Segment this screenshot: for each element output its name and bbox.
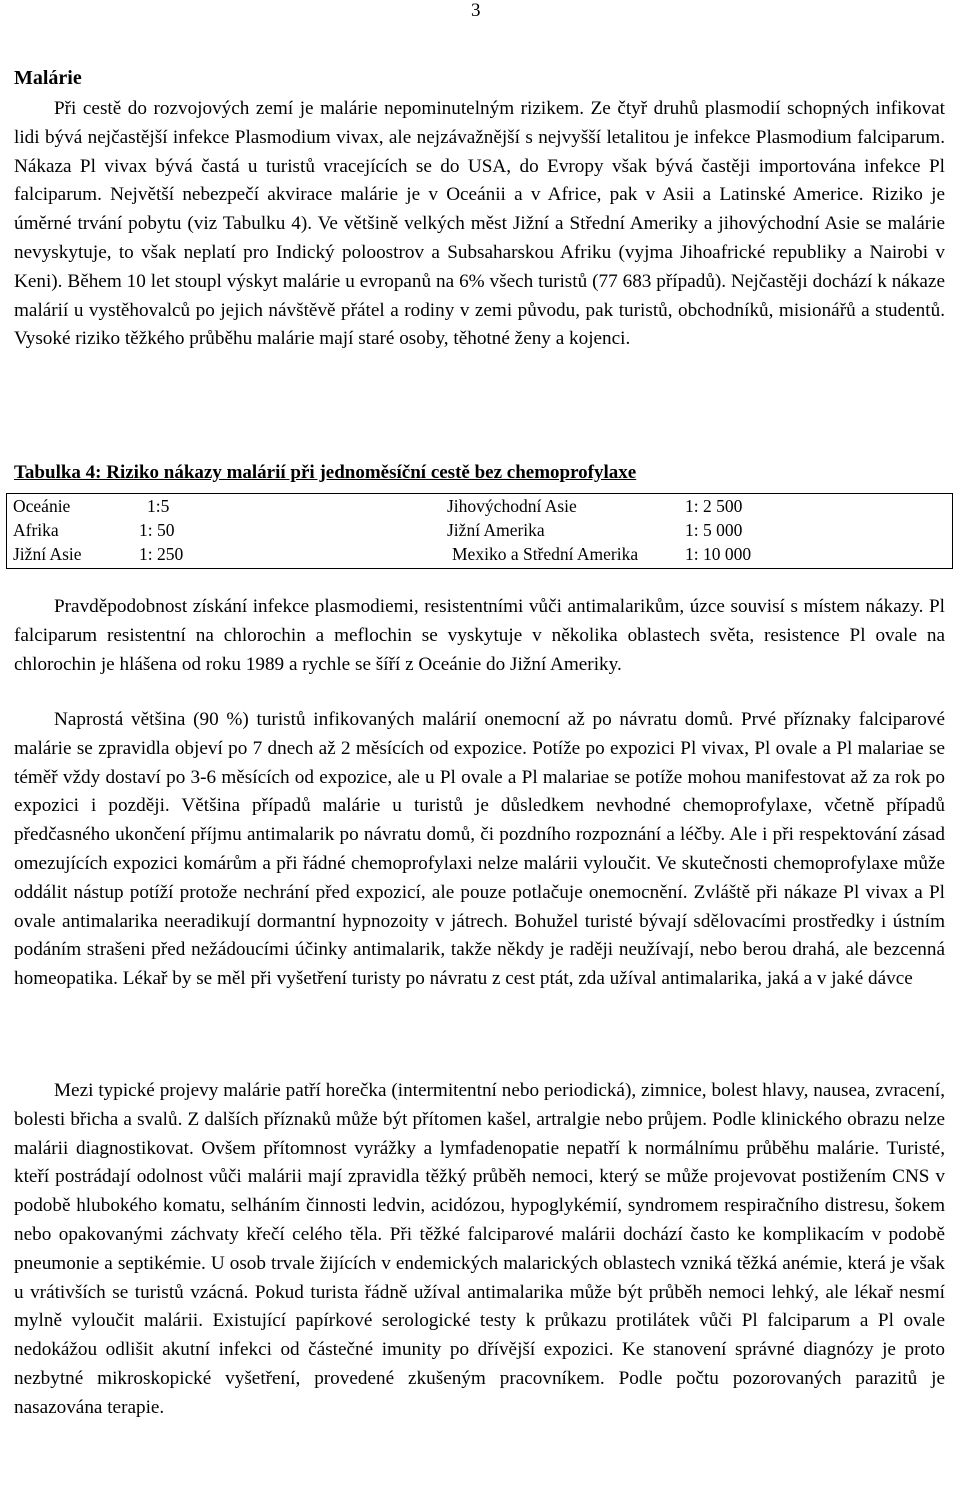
table-cell-risk: 1: 10 000	[685, 544, 752, 564]
section-heading: Malárie	[14, 67, 82, 89]
resistance-paragraph	[14, 593, 945, 679]
table-cell-risk: 1: 50	[139, 520, 175, 540]
table-title: Tabulka 4: Riziko nákazy malárií při jednoměsíční cestě bez chemoprofylaxe	[14, 462, 637, 483]
onset-paragraph-text: Naprostá většina (90 %) turistů infikovaných malárií onemocní až po návratu domů. Prvé příznaky falciparové malárie se zpravidla objeví po 7 dnech až 2 měsících od expozice. Potíže po expozici Pl vivax, Pl ovale a Pl malariae se téměř vždy dostaví po 3-6 měsících od expozice, ale u Pl ovale a Pl malariae se potíže mohou manifestovat až za rok po expozici i později. Většina případů malárie u turistů je důsledkem nevhodné chemoprofylaxe, včetně případů předčasného ukončení příjmu antimalarik po návratu domů, či pozdního rozpoznání a léčby. Ale i při respektování zásad omezujících expozici komárům a při řádné chemoprofylaxi nelze malárii vyloučit. Ve skutečnosti chemoprofylaxe může oddálit nástup potíží protože nechrání před expozicí, ale pouze potlačuje onemocnění. Zvláště při nákaze Pl vivax a Pl ovale antimalarika neeradikují dormantní hypnozoity v játrech. Bohužel turisté bývají sdělovacími prostředky i ústním podáním strašeni před nežádoucími účinky antimalarik, takže někdy je raději neužívají, nebo berou drahá, ale bezcenná homeopatika. Lékař by se měl při vyšetření turisty po návratu z cest ptát, zda užíval antimalarika, jaká a v jaké dávce	[14, 709, 945, 990]
table-cell-region: Afrika	[13, 520, 59, 540]
table-cell-risk: 1:5	[147, 496, 170, 516]
symptoms-paragraph	[14, 1077, 945, 1423]
table-cell-region: Mexiko a Střední Amerika	[452, 544, 639, 564]
table-cell-region: Jižní Amerika	[447, 520, 545, 540]
symptoms-paragraph-text: Mezi typické projevy malárie patří horečka (intermitentní nebo periodická), zimnice, bolest hlavy, nausea, zvracení, bolesti břicha a svalů. Z dalších příznaků může být přítomen kašel, artralgie nebo průjem. Podle klinického obrazu nelze malárii diagnostikovat. Ovšem přítomnost vyrážky a lymfadenopatie nepatří k normálnímu průběhu malárie. Turisté, kteří postrádají odolnost vůči malárii mají zpravidla těžký průběh nemoci, který se může projevovat postižením CNS v podobě hlubokého komatu, selháním činnosti ledvin, acidózou, hypoglykémií, syndromem respiračního distresu, šokem nebo opakovanými záchvaty křečí celého těla. Při těžké falciparové malárii dochází často ke komplikacím v podobě pneumonie a septikémie. U osob trvale žijících v endemických malarických oblastech vzniká těžká anémie, která je však u vrátivších se turistů vzácná. Pokud turista řádně užíval antimalarika může být průběh nemoci lehký, ale lékař nesmí mylně vyloučit malárii. Existující papírkové serologické testy k průkazu protilátek vůči Pl falciparum a Pl ovale nedokážou odlišit akutní infekci od částečné imunity po dřívější expozici. Ke stanovení správné diagnózy je proto nezbytné mikroskopické vyšetření, provedené zkušeným pracovníkem. Podle počtu pozorovaných parazitů je nasazována terapie.	[14, 1080, 945, 1418]
resistance-paragraph-text: Pravděpodobnost získání infekce plasmodiemi, resistentními vůči antimalarikům, úzce souvisí s místem nákazy. Pl falciparum resistentní na chlorochin a meflochin se vyskytuje v několika oblastech světa, resistence Pl ovale na chlorochin je hlášena od roku 1989 a rychle se šíří z Oceánie do Jižní Ameriky.	[14, 596, 945, 675]
page-number: 3	[471, 0, 481, 21]
table-cell-region: Jihovýchodní Asie	[447, 496, 577, 516]
table-cell-risk: 1: 2 500	[685, 496, 743, 516]
table-row	[7, 520, 952, 544]
onset-paragraph	[14, 706, 945, 994]
table-row	[7, 544, 952, 568]
table-cell-region: Oceánie	[13, 496, 71, 516]
table-cell-risk: 1: 5 000	[685, 520, 743, 540]
table-cell-region: Jižní Asie	[13, 544, 82, 564]
table-row	[7, 496, 952, 520]
risk-table	[6, 493, 953, 569]
intro-paragraph	[14, 95, 945, 354]
table-cell-risk: 1: 250	[139, 544, 184, 564]
intro-paragraph-text: Při cestě do rozvojových zemí je malárie nepominutelným rizikem. Ze čtyř druhů plasmodií schopných infikovat lidi bývá nejčastější infekce Plasmodium vivax, ale nejzávažnější s nejvyšší letalitou je infekce Plasmodium falciparum. Nákaza Pl vivax bývá častá u turistů vracejících se do USA, do Evropy však bývá častěji importována infekce Pl falciparum. Největší nebezpečí akvirace malárie je v Oceánii a v Africe, pak v Asii a Latinské Americe. Riziko je úměrné trvání pobytu (viz Tabulku 4). Ve většině velkých měst Jižní a Střední Ameriky a jihovýchodní Asie se malárie nevyskytuje, to však neplatí pro Indický poloostrov a Subsaharskou Afriku (vyjma Jihoafrické republiky a Nairobi v Keni). Během 10 let stoupl výskyt malárie u evropanů na 6% všech turistů (77 683 případů). Nejčastěji dochází k nákaze malárií u vystěhovalců po jejich návštěvě přátel a rodiny v zemi původu, pak turistů, obchodníků, misionářů a studentů. Vysoké riziko těžkého průběhu malárie mají staré osoby, těhotné ženy a kojenci.	[14, 98, 945, 350]
